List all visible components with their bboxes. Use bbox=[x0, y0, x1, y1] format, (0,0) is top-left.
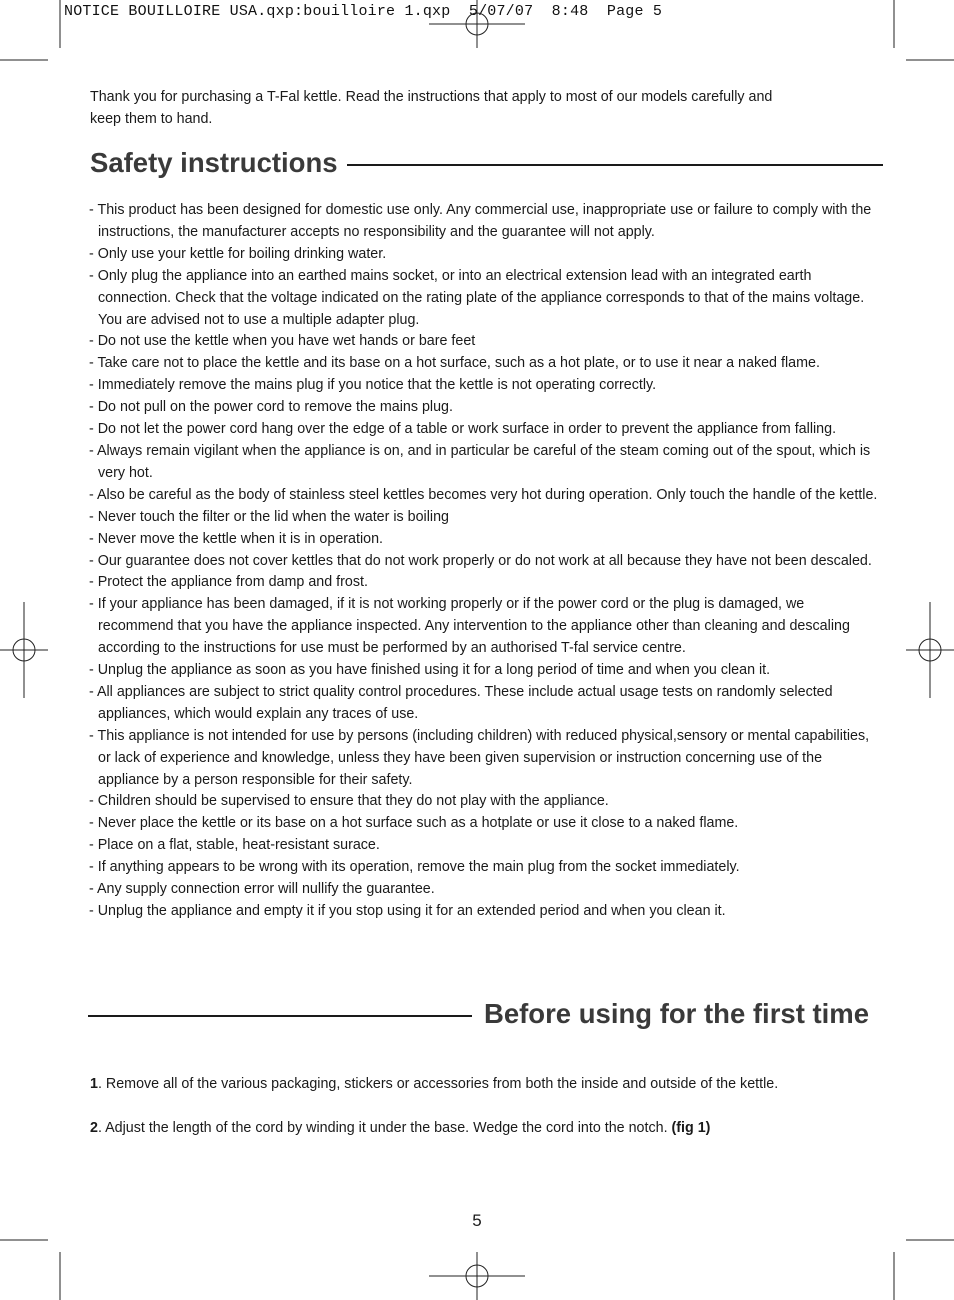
step-1 bbox=[90, 1073, 880, 1095]
list-item: - If anything appears to be wrong with its operation, remove the main plug from the socket immediately. bbox=[89, 857, 879, 879]
list-item: - Always remain vigilant when the appliance is on, and in particular be careful of the steam coming out of the spout, which is very hot. bbox=[89, 441, 879, 485]
figure-reference: (fig 1) bbox=[671, 1120, 711, 1136]
list-item: - Never touch the filter or the lid when the water is boiling bbox=[89, 507, 879, 529]
list-item: - Never move the kettle when it is in operation. bbox=[89, 529, 879, 551]
list-item: - Take care not to place the kettle and its base on a hot surface, such as a hot plate, or to use it near a naked flame. bbox=[89, 353, 879, 375]
list-item: - Immediately remove the mains plug if you notice that the kettle is not operating correctly. bbox=[89, 375, 879, 397]
step-2 bbox=[90, 1117, 880, 1139]
list-item: - Do not pull on the power cord to remove the mains plug. bbox=[89, 397, 879, 419]
list-item: - Any supply connection error will nullify the guarantee. bbox=[89, 879, 879, 901]
list-item: - Also be careful as the body of stainless steel kettles becomes very hot during operation. Only touch the handle of the kettle. bbox=[89, 485, 879, 507]
list-item: - All appliances are subject to strict quality control procedures. These include actual usage tests on randomly selected appliances, which would explain any traces of use. bbox=[89, 682, 879, 726]
page-number: 5 bbox=[472, 1211, 482, 1230]
list-item: - Protect the appliance from damp and frost. bbox=[89, 572, 879, 594]
list-item: - Only plug the appliance into an earthed mains socket, or into an electrical extension lead with an integrated earth connection. Check that the voltage indicated on the rating plate of the appliance corresponds to that of the mains voltage. You are advised not to use a multiple adapter plug. bbox=[89, 266, 879, 332]
list-item: - Unplug the appliance as soon as you have finished using it for a long period of time and when you clean it. bbox=[89, 660, 879, 682]
safety-list bbox=[89, 200, 879, 923]
first-use-heading-rule bbox=[88, 1015, 472, 1017]
list-item: - This appliance is not intended for use by persons (including children) with reduced physical,sensory or mental capabilities, or lack of experience and knowledge, unless they have been given supervision or instruction concerning use of the appliance by a person responsible for their safety. bbox=[89, 726, 879, 792]
list-item: - Never place the kettle or its base on a hot surface such as a hotplate or use it close to a naked flame. bbox=[89, 813, 879, 835]
step-text: . Adjust the length of the cord by winding it under the base. Wedge the cord into the notch. bbox=[97, 1120, 672, 1136]
list-item: - Children should be supervised to ensure that they do not play with the appliance. bbox=[89, 791, 879, 813]
list-item: - Do not let the power cord hang over the edge of a table or work surface in order to prevent the appliance from falling. bbox=[89, 419, 879, 441]
step-number: 1 bbox=[90, 1076, 98, 1092]
print-slug: NOTICE BOUILLOIRE USA.qxp:bouilloire 1.qxp 5/07/07 8:48 Page 5 bbox=[64, 3, 663, 20]
list-item: - Place on a flat, stable, heat-resistant surace. bbox=[89, 835, 879, 857]
step-text: . Remove all of the various packaging, stickers or accessories from both the inside and outside of the kettle. bbox=[97, 1076, 779, 1092]
safety-heading-rule bbox=[347, 164, 883, 166]
intro-paragraph: Thank you for purchasing a T-Fal kettle. Read the instructions that apply to most of our models carefully and keep them to hand. bbox=[90, 89, 773, 127]
first-use-heading: Before using for the first time bbox=[484, 998, 870, 1029]
list-item: - Do not use the kettle when you have wet hands or bare feet bbox=[89, 331, 879, 353]
list-item: - Unplug the appliance and empty it if you stop using it for an extended period and when you clean it. bbox=[89, 901, 879, 923]
list-item: - If your appliance has been damaged, if it is not working properly or if the power cord or the plug is damaged, we recommend that you have the appliance inspected. Any intervention to the appliance other than cleaning and descaling according to the instructions for use must be performed by an authorised T-fal service centre. bbox=[89, 594, 879, 660]
list-item: - Only use your kettle for boiling drinking water. bbox=[89, 244, 879, 266]
step-number: 2 bbox=[90, 1120, 98, 1136]
list-item: - This product has been designed for domestic use only. Any commercial use, inappropriate use or failure to comply with the instructions, the manufacturer accepts no responsibility and the guarantee will not apply. bbox=[89, 200, 879, 244]
safety-heading: Safety instructions bbox=[90, 147, 338, 178]
list-item: - Our guarantee does not cover kettles that do not work properly or do not work at all because they have not been descaled. bbox=[89, 551, 879, 573]
